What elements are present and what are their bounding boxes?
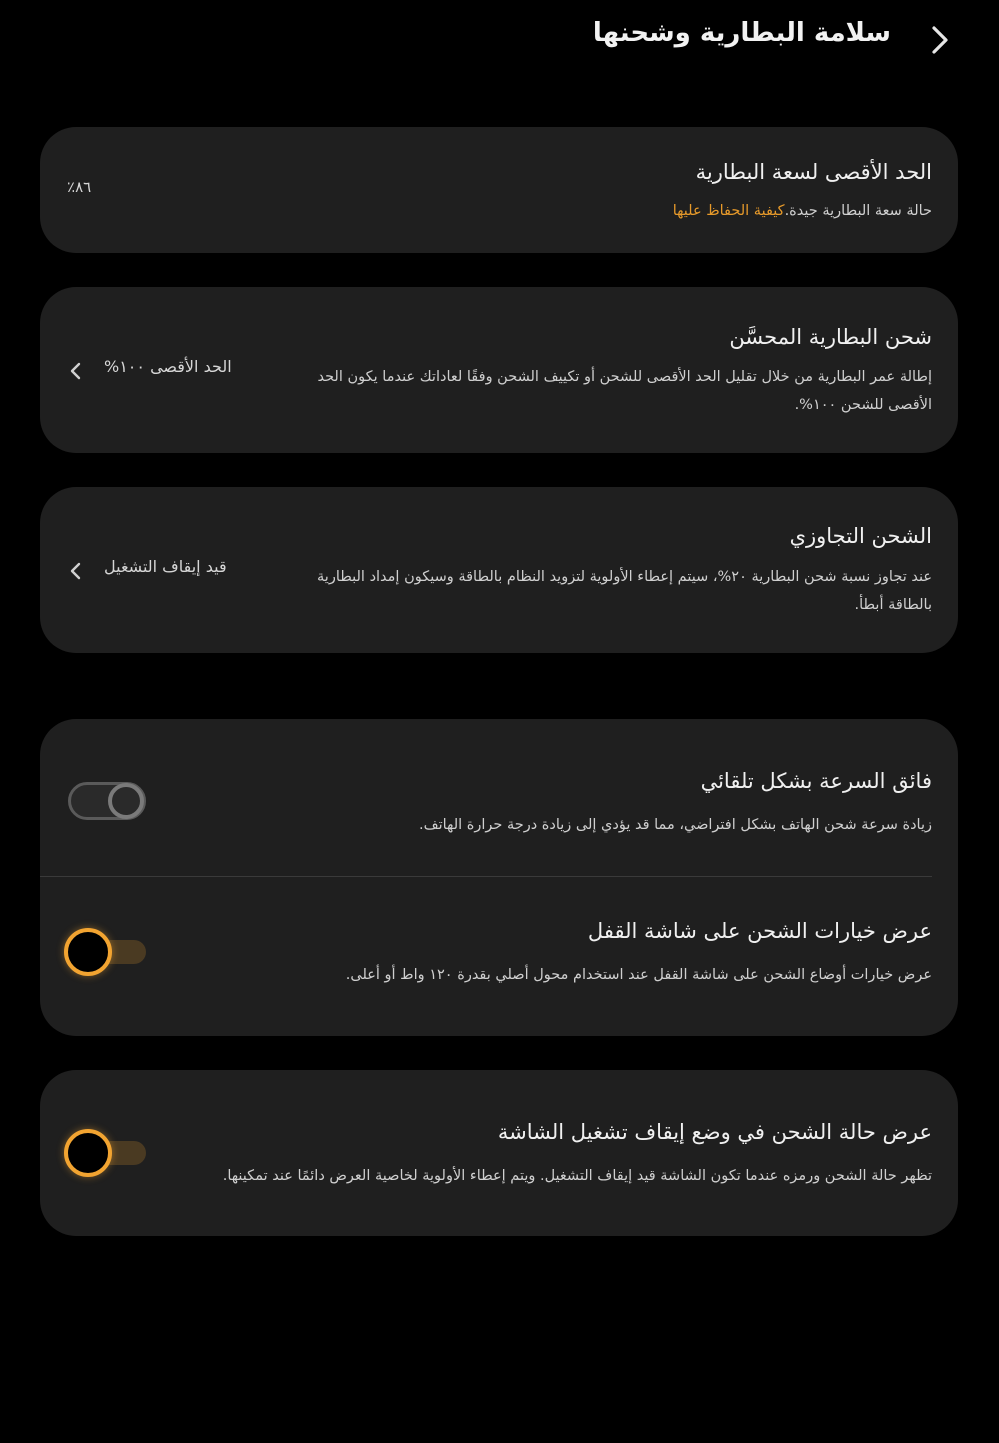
bypass-charging-desc: عند تجاوز نسبة شحن البطارية ٢٠%، سيتم إعطاء الأولوية لتزويد النظام بالطاقة وسيكون إمداد البطارية بالطاقة أبطأ. xyxy=(317,569,932,613)
battery-capacity-card xyxy=(40,127,958,253)
bypass-charging-value: قيد إيقاف التشغيل xyxy=(104,557,227,576)
toggle-knob xyxy=(64,1129,112,1177)
chevron-left-icon xyxy=(68,561,84,581)
toggle-knob xyxy=(108,783,144,819)
battery-capacity-desc xyxy=(673,197,932,225)
back-button[interactable] xyxy=(918,20,962,60)
battery-capacity-row[interactable] xyxy=(40,127,958,253)
screen-off-status-title: عرض حالة الشحن في وضع إيقاف تشغيل الشاشة xyxy=(497,1120,932,1144)
super-fast-desc: زيادة سرعة شحن الهاتف بشكل افتراضي، مما قد يؤدي إلى زيادة درجة حرارة الهاتف. xyxy=(418,817,932,833)
battery-capacity-status: حالة سعة البطارية جيدة. xyxy=(784,203,932,219)
super-fast-toggle[interactable] xyxy=(66,779,148,823)
screen-off-status-row[interactable] xyxy=(40,1070,958,1236)
optimized-charging-title: شحن البطارية المحسَّن xyxy=(729,325,932,349)
header-bar xyxy=(0,0,999,80)
screen-off-card xyxy=(40,1070,958,1236)
lockscreen-options-toggle[interactable] xyxy=(66,930,148,974)
super-fast-row[interactable] xyxy=(40,719,958,877)
battery-care-link[interactable]: كيفية الحفاظ عليها xyxy=(672,203,785,219)
screen-off-status-toggle[interactable] xyxy=(66,1131,148,1175)
lockscreen-options-row[interactable] xyxy=(40,877,958,1036)
bypass-charging-title: الشحن التجاوزي xyxy=(789,524,932,548)
lockscreen-options-desc: عرض خيارات أوضاع الشحن على شاشة القفل عند استخدام محول أصلي بقدرة ١٢٠ واط أو أعلى. xyxy=(345,967,932,983)
super-fast-title: فائق السرعة بشكل تلقائي xyxy=(700,769,932,793)
screen-off-status-desc: تظهر حالة الشحن ورمزه عندما تكون الشاشة قيد إيقاف التشغيل. ويتم إعطاء الأولوية لخاصية العرض دائمًا عند تمكينها. xyxy=(222,1168,932,1184)
battery-capacity-value: ٨٦٪ xyxy=(67,178,92,196)
lockscreen-options-title: عرض خيارات الشحن على شاشة القفل xyxy=(587,919,932,943)
page-title: سلامة البطارية وشحنها xyxy=(592,18,891,48)
fast-charging-card xyxy=(40,719,958,1036)
optimized-charging-card xyxy=(40,287,958,453)
chevron-left-icon xyxy=(68,361,84,381)
optimized-charging-row[interactable] xyxy=(40,287,958,453)
bypass-charging-row[interactable] xyxy=(40,487,958,653)
battery-capacity-title: الحد الأقصى لسعة البطارية xyxy=(695,160,932,184)
chevron-back-icon xyxy=(930,25,950,55)
optimized-charging-desc: إطالة عمر البطارية من خلال تقليل الحد الأقصى للشحن أو تكييف الشحن وفقًا لعاداتك عندما يكون الحد الأقصى للشحن ١٠٠%. xyxy=(317,369,932,413)
optimized-charging-value: الحد الأقصى ١٠٠% xyxy=(104,357,232,376)
toggle-knob xyxy=(64,928,112,976)
bypass-charging-card xyxy=(40,487,958,653)
